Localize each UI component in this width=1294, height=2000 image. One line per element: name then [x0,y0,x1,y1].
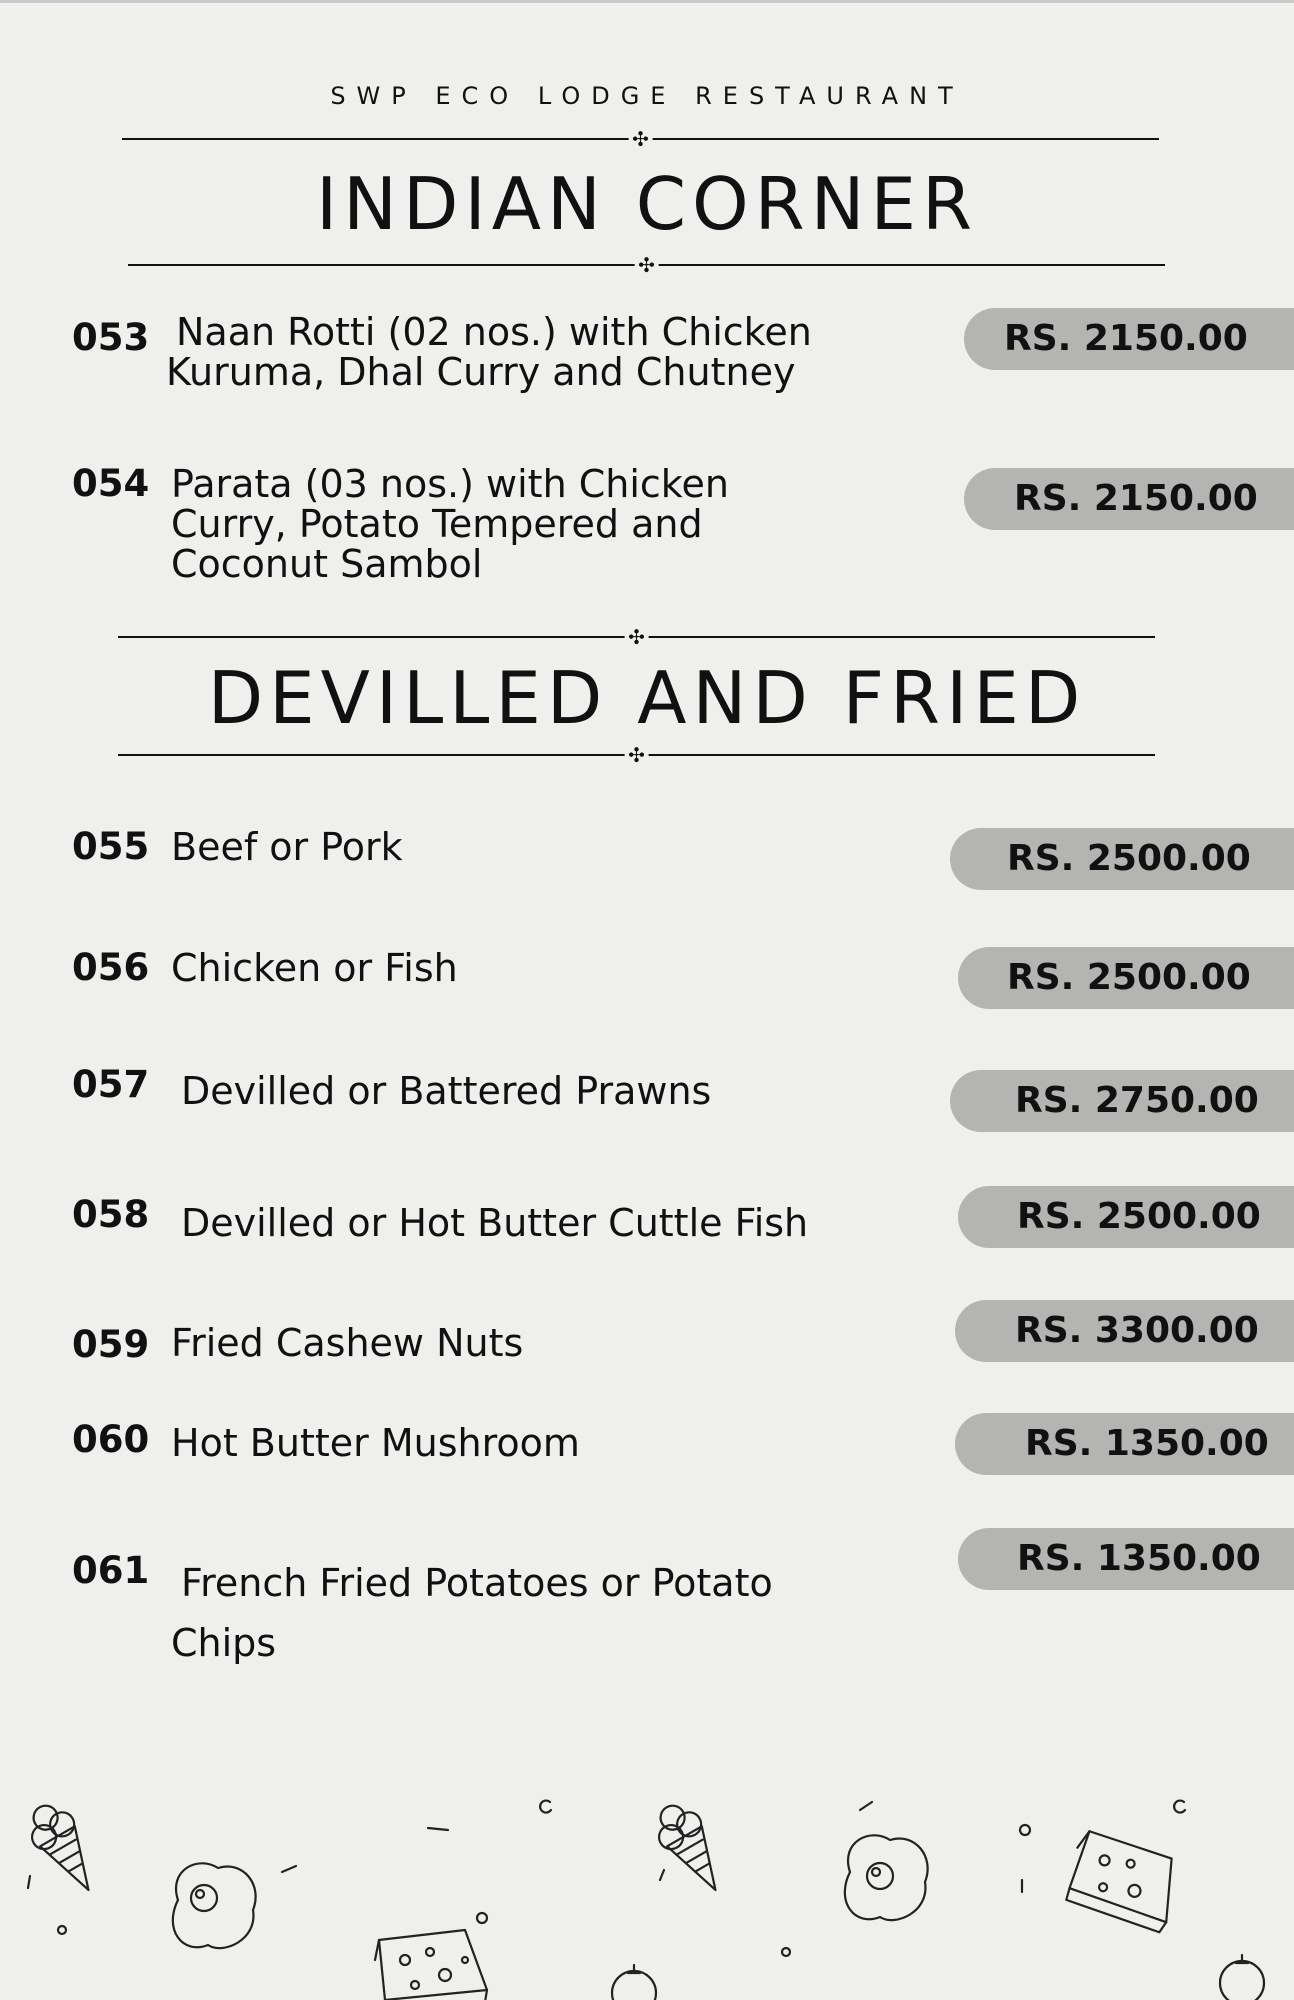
item-number: 061 [72,1549,150,1592]
fried-egg-icon [173,1863,256,1948]
item-number: 056 [72,946,150,989]
restaurant-name: SWP ECO LODGE RESTAURANT [330,82,964,110]
item-name: Naan Rotti (02 nos.) with Chicken Kuruma, Dhal Curry and Chutney [166,310,812,394]
divider-ornament: ✣ [118,627,1155,647]
item-number: 057 [72,1063,150,1106]
item-price: RS. 2500.00 [958,1186,1294,1248]
item-name: Hot Butter Mushroom [171,1421,580,1465]
tomato-icon [1220,1955,1264,2000]
item-number: 055 [72,825,150,868]
section-title-indian-corner: INDIAN CORNER [315,162,979,246]
item-price: RS. 1350.00 [958,1528,1294,1590]
tomato-icon [612,1965,656,2000]
item-price: RS. 2500.00 [950,828,1294,890]
item-name: Parata (03 nos.) with Chicken Curry, Potato Tempered and Coconut Sambol [171,462,729,586]
item-price: RS. 2150.00 [964,308,1294,370]
item-price: RS. 1350.00 [955,1413,1294,1475]
divider-ornament: ✣ [118,745,1155,765]
ice-cream-icon [20,1796,108,1902]
item-number: 060 [72,1418,150,1461]
fried-egg-icon [845,1835,928,1920]
item-name: Chicken or Fish [171,946,458,990]
item-name: French Fried Potatoes or Potato Chips [171,1561,773,1665]
cheese-icon [1055,1821,1191,1943]
item-number: 053 [72,316,150,359]
ice-cream-icon [647,1796,735,1902]
item-price: RS. 2150.00 [964,468,1294,530]
top-border [0,0,1294,3]
item-price: RS. 3300.00 [955,1300,1294,1362]
item-price: RS. 2750.00 [950,1070,1294,1132]
item-number: 059 [72,1323,150,1366]
item-number: 054 [72,462,150,505]
section-title-devilled-and-fried: DEVILLED AND FRIED [207,656,1087,740]
item-price: RS. 2500.00 [958,947,1294,1009]
item-name: Devilled or Hot Butter Cuttle Fish [181,1201,809,1245]
item-name: Fried Cashew Nuts [171,1321,524,1365]
item-name: Beef or Pork [171,825,403,869]
cheese-icon [375,1930,487,2000]
divider-ornament: ✣ [128,255,1165,275]
item-name: Devilled or Battered Prawns [181,1069,712,1113]
item-number: 058 [72,1193,150,1236]
food-doodles [0,1780,1294,2000]
divider-ornament: ✣ [122,129,1159,149]
